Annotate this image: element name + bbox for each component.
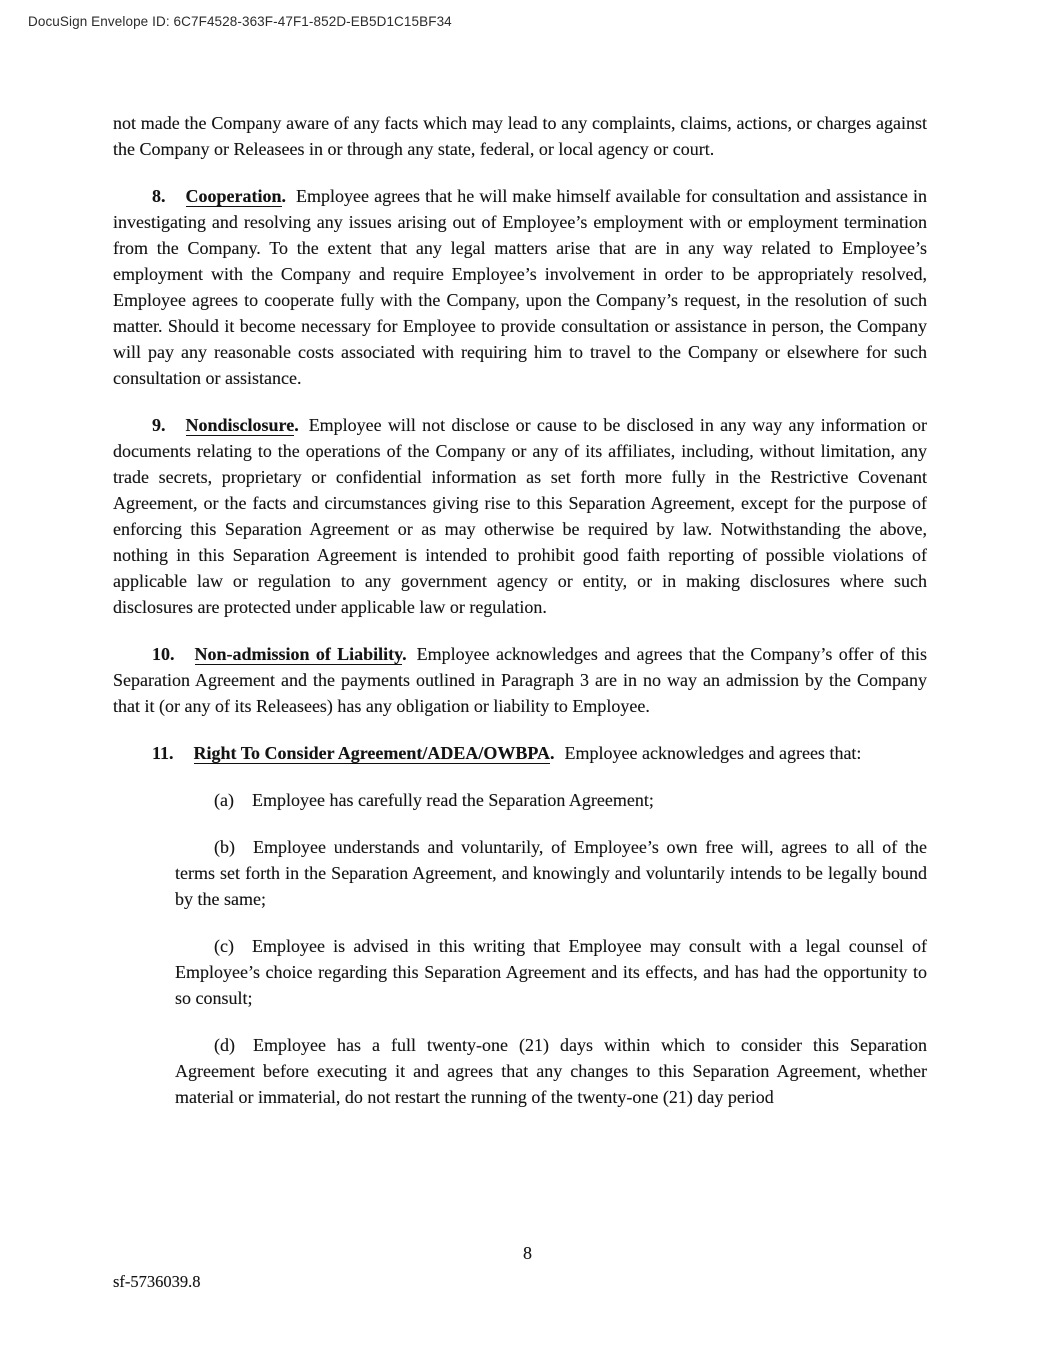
paragraph-number: 11. xyxy=(152,743,174,763)
subitem-b xyxy=(175,834,927,912)
gap-spacer xyxy=(407,659,417,660)
subitem-marker: (d) xyxy=(214,1035,235,1055)
paragraph-11-right-to-consider xyxy=(113,740,927,766)
subitem-text: Employee is advised in this writing that Employee may consult with a legal counsel of Employee’s choice regarding this Separation Agreement and its effects, and has had the opportunity to so consult; xyxy=(175,936,927,1008)
paragraph-heading: Right To Consider Agreement/ADEA/OWBPA xyxy=(193,743,551,763)
tab-spacer xyxy=(235,1050,253,1051)
gap-spacer xyxy=(299,430,309,431)
subitem-c xyxy=(175,933,927,1011)
gap-spacer xyxy=(555,758,565,759)
subitem-text: Employee has carefully read the Separation Agreement; xyxy=(251,790,654,810)
heading-period: . xyxy=(550,743,555,763)
paragraph-continuation xyxy=(113,110,927,162)
subitem-marker: (a) xyxy=(214,790,234,810)
paragraph-9-nondisclosure xyxy=(113,412,927,620)
heading-period: . xyxy=(402,644,407,664)
document-reference: sf-5736039.8 xyxy=(113,1272,201,1291)
paragraph-heading: Nondisclosure xyxy=(185,415,295,435)
paragraph-8-cooperation xyxy=(113,183,927,391)
heading-period: . xyxy=(294,415,299,435)
subitem-d xyxy=(175,1032,927,1110)
paragraph-body: Employee acknowledges and agrees that the Company’s offer of this Separation Agreement and the payments outlined in Paragraph 3 are in no way an admission by the Company that it (or any of its Releasees) has any obligation or liability to Employee. xyxy=(113,644,927,716)
subitem-marker: (c) xyxy=(214,936,234,956)
paragraph-body: Employee acknowledges and agrees that: xyxy=(564,743,862,763)
tab-spacer xyxy=(175,659,195,660)
subitem-text: Employee understands and voluntarily, of Employee’s own free will, agrees to all of the terms set forth in the Separation Agreement, and knowingly and voluntarily intends to be legally bound by the same; xyxy=(175,837,927,909)
paragraph-body: Employee will not disclose or cause to be disclosed in any way any information or documents relating to the operations of the Company or any of its affiliates, including, without limitation, any trade secrets, proprietary or confidential information as set forth more fully in the Restrictive Covenant Agreement, or the facts and circumstances giving rise to this Separation Agreement, except for the purpose of enforcing this Separation Agreement or as may otherwise be required by law. Notwithstanding the above, nothing in this Separation Agreement is intended to prohibit good faith reporting of possible violations of applicable law or regulation to any government agency or entity, or in making disclosures where such disclosures are protected under applicable law or regulation. xyxy=(113,415,927,617)
page-number: 8 xyxy=(523,1243,532,1263)
subitem-text: Employee has a full twenty-one (21) days within which to consider this Separation Agreement before executing it and agrees that any changes to this Separation Agreement, whether material or immaterial, do not restart the running of the twenty-one (21) day period xyxy=(175,1035,927,1107)
tab-spacer xyxy=(174,758,194,759)
tab-spacer xyxy=(235,852,253,853)
gap-spacer xyxy=(286,201,296,202)
tab-spacer xyxy=(166,201,186,202)
docusign-envelope-id: DocuSign Envelope ID: 6C7F4528-363F-47F1-852D-EB5D1C15BF34 xyxy=(28,14,452,29)
heading-period: . xyxy=(281,186,286,206)
paragraph-number: 9. xyxy=(152,415,166,435)
paragraph-heading: Cooperation xyxy=(185,186,282,206)
paragraph-10-non-admission xyxy=(113,641,927,719)
paragraph-number: 10. xyxy=(152,644,175,664)
subitem-a xyxy=(175,787,927,813)
paragraph-number: 8. xyxy=(152,186,166,206)
paragraph-continuation-text: not made the Company aware of any facts which may lead to any complaints, claims, actions, or charges against the Company or Releasees in or through any state, federal, or local agency or court. xyxy=(113,113,927,159)
paragraph-heading: Non-admission of Liability xyxy=(194,644,403,664)
tab-spacer xyxy=(234,805,252,806)
subitem-marker: (b) xyxy=(214,837,235,857)
paragraph-body: Employee agrees that he will make himself available for consultation and assistance in investigating and resolving any issues arising out of Employee’s employment with or employment termination from the Company. To the extent that any legal matters arise that are in any way related to Employee’s employment with the Company and require Employee’s involvement in order to be appropriately resolved, Employee agrees to cooperate fully with the Company, upon the Company’s request, in the resolution of such matter. Should it become necessary for Employee to provide consultation or assistance in person, the Company will pay any reasonable costs associated with requiring him to travel to the Company or elsewhere for such consultation or assistance. xyxy=(113,186,927,388)
document-body xyxy=(113,110,927,1131)
tab-spacer xyxy=(234,951,252,952)
tab-spacer xyxy=(166,430,186,431)
